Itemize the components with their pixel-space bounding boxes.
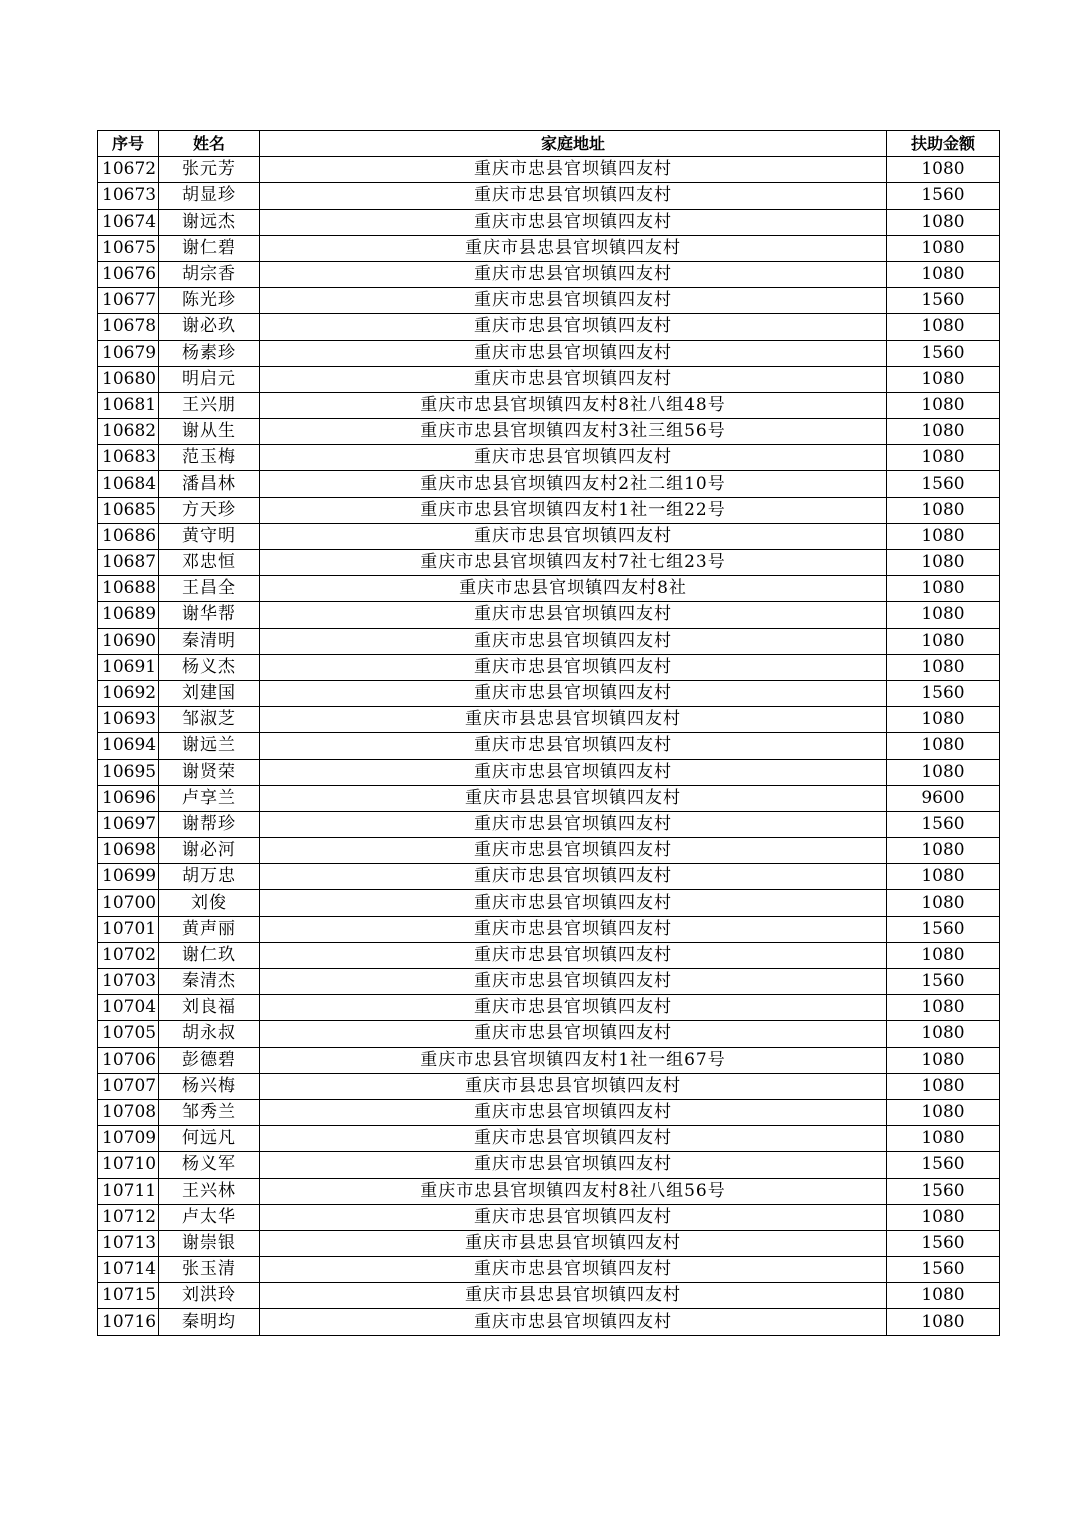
cell-serial-number: 10715	[98, 1283, 159, 1309]
cell-serial-number: 10683	[98, 445, 159, 471]
cell-serial-number: 10674	[98, 209, 159, 235]
cell-assistance-amount: 1560	[887, 811, 1000, 837]
cell-name: 秦清明	[159, 628, 260, 654]
table-row	[98, 392, 1000, 418]
cell-serial-number: 10676	[98, 261, 159, 287]
cell-home-address: 重庆市忠县官坝镇四友村	[260, 1099, 887, 1125]
cell-name: 刘洪玲	[159, 1283, 260, 1309]
cell-assistance-amount: 1080	[887, 1073, 1000, 1099]
cell-assistance-amount: 1560	[887, 183, 1000, 209]
table-row	[98, 654, 1000, 680]
table-row	[98, 445, 1000, 471]
cell-home-address: 重庆市忠县官坝镇四友村	[260, 628, 887, 654]
cell-home-address: 重庆市忠县官坝镇四友村	[260, 1257, 887, 1283]
cell-assistance-amount: 1080	[887, 1126, 1000, 1152]
cell-home-address: 重庆市县忠县官坝镇四友村	[260, 785, 887, 811]
cell-assistance-amount: 1080	[887, 392, 1000, 418]
table-row	[98, 576, 1000, 602]
cell-serial-number: 10690	[98, 628, 159, 654]
cell-name: 胡宗香	[159, 261, 260, 287]
cell-serial-number: 10706	[98, 1047, 159, 1073]
cell-name: 胡显珍	[159, 183, 260, 209]
cell-serial-number: 10689	[98, 602, 159, 628]
table-row	[98, 680, 1000, 706]
cell-assistance-amount: 1080	[887, 550, 1000, 576]
cell-name: 刘俊	[159, 890, 260, 916]
cell-name: 刘建国	[159, 680, 260, 706]
cell-assistance-amount: 1080	[887, 445, 1000, 471]
cell-serial-number: 10685	[98, 497, 159, 523]
cell-home-address: 重庆市忠县官坝镇四友村	[260, 314, 887, 340]
cell-home-address: 重庆市忠县官坝镇四友村	[260, 811, 887, 837]
table-row	[98, 864, 1000, 890]
cell-home-address: 重庆市县忠县官坝镇四友村	[260, 235, 887, 261]
cell-assistance-amount: 1080	[887, 419, 1000, 445]
cell-serial-number: 10672	[98, 157, 159, 183]
cell-assistance-amount: 1560	[887, 1152, 1000, 1178]
cell-serial-number: 10716	[98, 1309, 159, 1335]
table-row	[98, 366, 1000, 392]
table-row	[98, 1178, 1000, 1204]
cell-home-address: 重庆市忠县官坝镇四友村	[260, 288, 887, 314]
cell-serial-number: 10693	[98, 707, 159, 733]
cell-home-address: 重庆市忠县官坝镇四友村	[260, 183, 887, 209]
cell-name: 谢帮珍	[159, 811, 260, 837]
table-row	[98, 942, 1000, 968]
table-row	[98, 1152, 1000, 1178]
table-row	[98, 235, 1000, 261]
table-row	[98, 995, 1000, 1021]
cell-serial-number: 10697	[98, 811, 159, 837]
cell-home-address: 重庆市忠县官坝镇四友村8社	[260, 576, 887, 602]
cell-serial-number: 10686	[98, 523, 159, 549]
cell-name: 陈光珍	[159, 288, 260, 314]
cell-serial-number: 10694	[98, 733, 159, 759]
cell-home-address: 重庆市忠县官坝镇四友村	[260, 654, 887, 680]
cell-assistance-amount: 1080	[887, 1283, 1000, 1309]
cell-home-address: 重庆市忠县官坝镇四友村2社二组10号	[260, 471, 887, 497]
table-row	[98, 1047, 1000, 1073]
cell-name: 谢仁碧	[159, 235, 260, 261]
cell-assistance-amount: 1080	[887, 209, 1000, 235]
cell-assistance-amount: 1080	[887, 1021, 1000, 1047]
cell-serial-number: 10712	[98, 1204, 159, 1230]
cell-home-address: 重庆市忠县官坝镇四友村	[260, 838, 887, 864]
cell-assistance-amount: 1080	[887, 602, 1000, 628]
cell-assistance-amount: 1080	[887, 576, 1000, 602]
cell-serial-number: 10699	[98, 864, 159, 890]
cell-name: 谢必河	[159, 838, 260, 864]
cell-serial-number: 10703	[98, 969, 159, 995]
cell-serial-number: 10687	[98, 550, 159, 576]
cell-serial-number: 10675	[98, 235, 159, 261]
cell-assistance-amount: 1080	[887, 890, 1000, 916]
cell-home-address: 重庆市县忠县官坝镇四友村	[260, 1283, 887, 1309]
cell-home-address: 重庆市县忠县官坝镇四友村	[260, 1230, 887, 1256]
cell-home-address: 重庆市县忠县官坝镇四友村	[260, 1073, 887, 1099]
cell-name: 谢远兰	[159, 733, 260, 759]
cell-assistance-amount: 1080	[887, 1309, 1000, 1335]
cell-assistance-amount: 1560	[887, 288, 1000, 314]
table-row	[98, 628, 1000, 654]
cell-name: 谢华帮	[159, 602, 260, 628]
cell-assistance-amount: 1080	[887, 707, 1000, 733]
cell-name: 潘昌林	[159, 471, 260, 497]
table-body	[98, 157, 1000, 1335]
cell-home-address: 重庆市忠县官坝镇四友村	[260, 261, 887, 287]
cell-serial-number: 10698	[98, 838, 159, 864]
cell-assistance-amount: 1080	[887, 628, 1000, 654]
table-row	[98, 419, 1000, 445]
table-row	[98, 1230, 1000, 1256]
cell-name: 王兴朋	[159, 392, 260, 418]
cell-serial-number: 10680	[98, 366, 159, 392]
table-row	[98, 1257, 1000, 1283]
cell-assistance-amount: 1080	[887, 261, 1000, 287]
cell-assistance-amount: 1080	[887, 759, 1000, 785]
header-home-address: 家庭地址	[260, 131, 887, 157]
cell-name: 谢仁玖	[159, 942, 260, 968]
cell-home-address: 重庆市忠县官坝镇四友村8社八组56号	[260, 1178, 887, 1204]
table-row	[98, 157, 1000, 183]
cell-serial-number: 10696	[98, 785, 159, 811]
table-row	[98, 1073, 1000, 1099]
table-row	[98, 707, 1000, 733]
cell-name: 卢太华	[159, 1204, 260, 1230]
cell-serial-number: 10678	[98, 314, 159, 340]
table-row	[98, 314, 1000, 340]
table-row	[98, 1309, 1000, 1335]
cell-serial-number: 10708	[98, 1099, 159, 1125]
cell-name: 谢从生	[159, 419, 260, 445]
cell-assistance-amount: 1080	[887, 523, 1000, 549]
cell-serial-number: 10701	[98, 916, 159, 942]
cell-name: 何远凡	[159, 1126, 260, 1152]
table-row	[98, 811, 1000, 837]
table-row	[98, 1204, 1000, 1230]
cell-home-address: 重庆市忠县官坝镇四友村	[260, 366, 887, 392]
table-row	[98, 785, 1000, 811]
cell-serial-number: 10695	[98, 759, 159, 785]
cell-home-address: 重庆市忠县官坝镇四友村7社七组23号	[260, 550, 887, 576]
table-row	[98, 1099, 1000, 1125]
table-row	[98, 471, 1000, 497]
cell-serial-number: 10704	[98, 995, 159, 1021]
cell-home-address: 重庆市忠县官坝镇四友村1社一组67号	[260, 1047, 887, 1073]
header-assistance-amount: 扶助金额	[887, 131, 1000, 157]
cell-assistance-amount: 1080	[887, 838, 1000, 864]
cell-home-address: 重庆市忠县官坝镇四友村	[260, 916, 887, 942]
cell-home-address: 重庆市忠县官坝镇四友村	[260, 523, 887, 549]
cell-assistance-amount: 1080	[887, 366, 1000, 392]
cell-serial-number: 10705	[98, 1021, 159, 1047]
cell-assistance-amount: 1560	[887, 969, 1000, 995]
cell-name: 杨素珍	[159, 340, 260, 366]
cell-serial-number: 10711	[98, 1178, 159, 1204]
table-row	[98, 1021, 1000, 1047]
cell-assistance-amount: 1080	[887, 995, 1000, 1021]
header-serial-number: 序号	[98, 131, 159, 157]
cell-name: 方天珍	[159, 497, 260, 523]
cell-serial-number: 10673	[98, 183, 159, 209]
table-row	[98, 733, 1000, 759]
cell-name: 邹淑芝	[159, 707, 260, 733]
cell-serial-number: 10702	[98, 942, 159, 968]
cell-assistance-amount: 1560	[887, 1178, 1000, 1204]
cell-home-address: 重庆市忠县官坝镇四友村	[260, 969, 887, 995]
cell-serial-number: 10709	[98, 1126, 159, 1152]
cell-name: 胡万忠	[159, 864, 260, 890]
cell-assistance-amount: 1080	[887, 235, 1000, 261]
table-row	[98, 1126, 1000, 1152]
cell-serial-number: 10692	[98, 680, 159, 706]
cell-assistance-amount: 1080	[887, 157, 1000, 183]
cell-name: 胡永叔	[159, 1021, 260, 1047]
cell-home-address: 重庆市忠县官坝镇四友村	[260, 157, 887, 183]
cell-name: 明启元	[159, 366, 260, 392]
cell-serial-number: 10691	[98, 654, 159, 680]
table-header-row	[98, 131, 1000, 157]
cell-name: 杨义军	[159, 1152, 260, 1178]
table-row	[98, 340, 1000, 366]
table-row	[98, 838, 1000, 864]
cell-home-address: 重庆市忠县官坝镇四友村	[260, 1309, 887, 1335]
cell-serial-number: 10700	[98, 890, 159, 916]
cell-name: 彭德碧	[159, 1047, 260, 1073]
cell-home-address: 重庆市忠县官坝镇四友村	[260, 1126, 887, 1152]
table-row	[98, 1283, 1000, 1309]
cell-assistance-amount: 1080	[887, 864, 1000, 890]
cell-name: 黄声丽	[159, 916, 260, 942]
table-row	[98, 209, 1000, 235]
cell-name: 卢享兰	[159, 785, 260, 811]
table-row	[98, 602, 1000, 628]
header-name: 姓名	[159, 131, 260, 157]
cell-assistance-amount: 1080	[887, 1099, 1000, 1125]
table-row	[98, 288, 1000, 314]
cell-home-address: 重庆市忠县官坝镇四友村	[260, 759, 887, 785]
cell-name: 张玉清	[159, 1257, 260, 1283]
cell-serial-number: 10677	[98, 288, 159, 314]
cell-assistance-amount: 1560	[887, 680, 1000, 706]
table-row	[98, 916, 1000, 942]
cell-home-address: 重庆市忠县官坝镇四友村	[260, 733, 887, 759]
cell-name: 黄守明	[159, 523, 260, 549]
assistance-table	[97, 130, 1000, 1336]
cell-assistance-amount: 9600	[887, 785, 1000, 811]
table-row	[98, 497, 1000, 523]
cell-assistance-amount: 1080	[887, 942, 1000, 968]
cell-home-address: 重庆市忠县官坝镇四友村	[260, 680, 887, 706]
cell-serial-number: 10710	[98, 1152, 159, 1178]
cell-home-address: 重庆市忠县官坝镇四友村	[260, 1021, 887, 1047]
cell-home-address: 重庆市忠县官坝镇四友村	[260, 209, 887, 235]
cell-assistance-amount: 1560	[887, 916, 1000, 942]
cell-name: 邓忠恒	[159, 550, 260, 576]
cell-assistance-amount: 1080	[887, 733, 1000, 759]
cell-name: 王兴林	[159, 1178, 260, 1204]
cell-name: 秦清杰	[159, 969, 260, 995]
cell-serial-number: 10707	[98, 1073, 159, 1099]
cell-assistance-amount: 1080	[887, 1047, 1000, 1073]
cell-serial-number: 10682	[98, 419, 159, 445]
cell-assistance-amount: 1560	[887, 1257, 1000, 1283]
cell-name: 谢崇银	[159, 1230, 260, 1256]
table-row	[98, 969, 1000, 995]
table-row	[98, 261, 1000, 287]
cell-home-address: 重庆市忠县官坝镇四友村8社八组48号	[260, 392, 887, 418]
cell-assistance-amount: 1560	[887, 471, 1000, 497]
cell-serial-number: 10679	[98, 340, 159, 366]
cell-assistance-amount: 1080	[887, 1204, 1000, 1230]
cell-name: 张元芳	[159, 157, 260, 183]
cell-name: 杨义杰	[159, 654, 260, 680]
cell-home-address: 重庆市忠县官坝镇四友村	[260, 995, 887, 1021]
cell-name: 范玉梅	[159, 445, 260, 471]
cell-home-address: 重庆市忠县官坝镇四友村	[260, 890, 887, 916]
cell-name: 谢必玖	[159, 314, 260, 340]
cell-name: 邹秀兰	[159, 1099, 260, 1125]
cell-name: 谢贤荣	[159, 759, 260, 785]
table-row	[98, 890, 1000, 916]
cell-assistance-amount: 1080	[887, 314, 1000, 340]
cell-serial-number: 10714	[98, 1257, 159, 1283]
cell-name: 王昌全	[159, 576, 260, 602]
cell-name: 杨兴梅	[159, 1073, 260, 1099]
cell-serial-number: 10713	[98, 1230, 159, 1256]
table-row	[98, 550, 1000, 576]
cell-home-address: 重庆市忠县官坝镇四友村3社三组56号	[260, 419, 887, 445]
cell-home-address: 重庆市忠县官坝镇四友村	[260, 1152, 887, 1178]
cell-serial-number: 10684	[98, 471, 159, 497]
cell-home-address: 重庆市忠县官坝镇四友村	[260, 445, 887, 471]
cell-home-address: 重庆市忠县官坝镇四友村	[260, 864, 887, 890]
cell-name: 秦明均	[159, 1309, 260, 1335]
cell-name: 刘良福	[159, 995, 260, 1021]
cell-serial-number: 10688	[98, 576, 159, 602]
cell-home-address: 重庆市忠县官坝镇四友村1社一组22号	[260, 497, 887, 523]
cell-home-address: 重庆市忠县官坝镇四友村	[260, 340, 887, 366]
cell-name: 谢远杰	[159, 209, 260, 235]
table-row	[98, 523, 1000, 549]
table-row	[98, 759, 1000, 785]
cell-assistance-amount: 1560	[887, 340, 1000, 366]
cell-assistance-amount: 1560	[887, 1230, 1000, 1256]
cell-home-address: 重庆市忠县官坝镇四友村	[260, 942, 887, 968]
table-row	[98, 183, 1000, 209]
cell-home-address: 重庆市忠县官坝镇四友村	[260, 1204, 887, 1230]
cell-home-address: 重庆市县忠县官坝镇四友村	[260, 707, 887, 733]
cell-home-address: 重庆市忠县官坝镇四友村	[260, 602, 887, 628]
cell-assistance-amount: 1080	[887, 654, 1000, 680]
cell-assistance-amount: 1080	[887, 497, 1000, 523]
cell-serial-number: 10681	[98, 392, 159, 418]
